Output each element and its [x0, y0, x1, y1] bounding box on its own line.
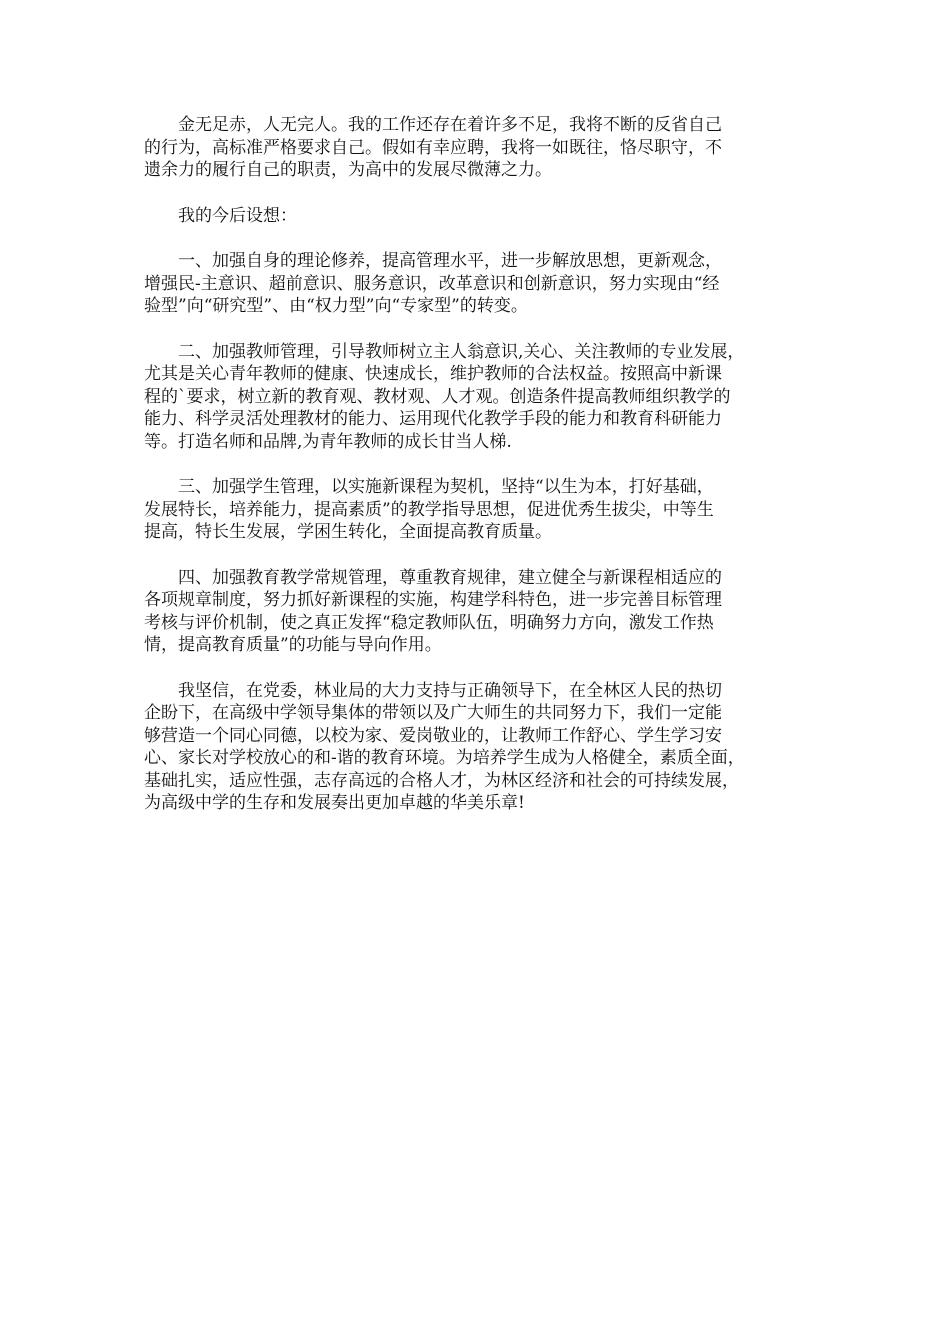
text-line: 等。打造名师和品牌,为青年教师的成长甘当人梯. — [144, 431, 512, 452]
text-line: 四、加强教育教学常规管理，尊重教育规律，建立健全与新课程相适应的 — [178, 567, 722, 588]
text-line: 遗余力的履行自己的职责，为高中的发展尽微薄之力。 — [144, 160, 552, 180]
text-line: 心、家长对学校放心的和-谐的教育环境。为培养学生成为人格健全，素质全面， — [144, 748, 745, 768]
document-body — [144, 114, 808, 838]
text-line: 尤其是关心青年教师的健康、快速成长，维护教师的合法权益。按照高中新课 — [144, 364, 722, 384]
text-line: 验型”向“研究型”、由“权力型”向“专家型”的转变。 — [144, 296, 528, 316]
text-line: 企盼下，在高级中学领导集体的带领以及广大师生的共同努力下，我们一定能 — [144, 703, 722, 723]
paragraph-plan-4 — [144, 567, 808, 657]
text-line: 各项规章制度，努力抓好新课程的实施，构建学科特色，进一步完善目标管理 — [144, 590, 722, 610]
text-line: 能力、科学灵活处理教材的能力、运用现代化教学手段的能力和教育科研能力 — [144, 409, 722, 429]
text-line: 我的今后设想： — [178, 205, 297, 226]
text-line: 为高级中学的生存和发展奏出更加卓越的华美乐章! — [144, 793, 525, 813]
paragraph-heading-future-plans — [144, 205, 808, 228]
text-line: 一、加强自身的理论修养，提高管理水平，进一步解放思想，更新观念， — [178, 251, 722, 271]
paragraph-plan-1 — [144, 250, 808, 318]
text-line: 我坚信，在党委，林业局的大力支持与正确领导下，在全林区人民的热切 — [178, 680, 722, 701]
paragraph-conclusion — [144, 680, 808, 815]
text-line: 二、加强教师管理，引导教师树立主人翁意识,关心、关注教师的专业发展， — [178, 341, 745, 362]
text-line: 情，提高教育质量”的功能与导向作用。 — [144, 635, 442, 655]
text-line: 够营造一个同心同德，以校为家、爱岗敬业的，让教师工作舒心、学生学习安 — [144, 725, 722, 746]
text-line: 发展特长，培养能力，提高素质”的教学指导思想，促进优秀生拔尖，中等生 — [144, 499, 714, 520]
text-line: 的行为，高标准严格要求自己。假如有幸应聘，我将一如既往，恪尽职守，不 — [144, 137, 722, 158]
text-line: 金无足赤，人无完人。我的工作还存在着许多不足，我将不断的反省自己 — [178, 115, 722, 135]
text-line: 基础扎实，适应性强，志存高远的合格人才，为林区经济和社会的可持续发展， — [144, 770, 739, 791]
text-line: 三、加强学生管理，以实施新课程为契机，坚持“以生为本，打好基础， — [178, 477, 714, 497]
text-line: 提高，特长生发展，学困生转化，全面提高教育质量。 — [144, 522, 552, 542]
paragraph-plan-2 — [144, 341, 808, 454]
text-line: 程的`要求，树立新的教育观、教材观、人才观。创造条件提高教师组织教学的 — [144, 386, 731, 407]
text-line: 增强民-主意识、超前意识、服务意识，改革意识和创新意识，努力实现由“经 — [144, 273, 720, 294]
paragraph-plan-3 — [144, 476, 808, 544]
text-line: 考核与评价机制，使之真正发挥“稳定教师队伍，明确努力方向，激发工作热 — [144, 612, 714, 633]
paragraph-1 — [144, 114, 808, 182]
